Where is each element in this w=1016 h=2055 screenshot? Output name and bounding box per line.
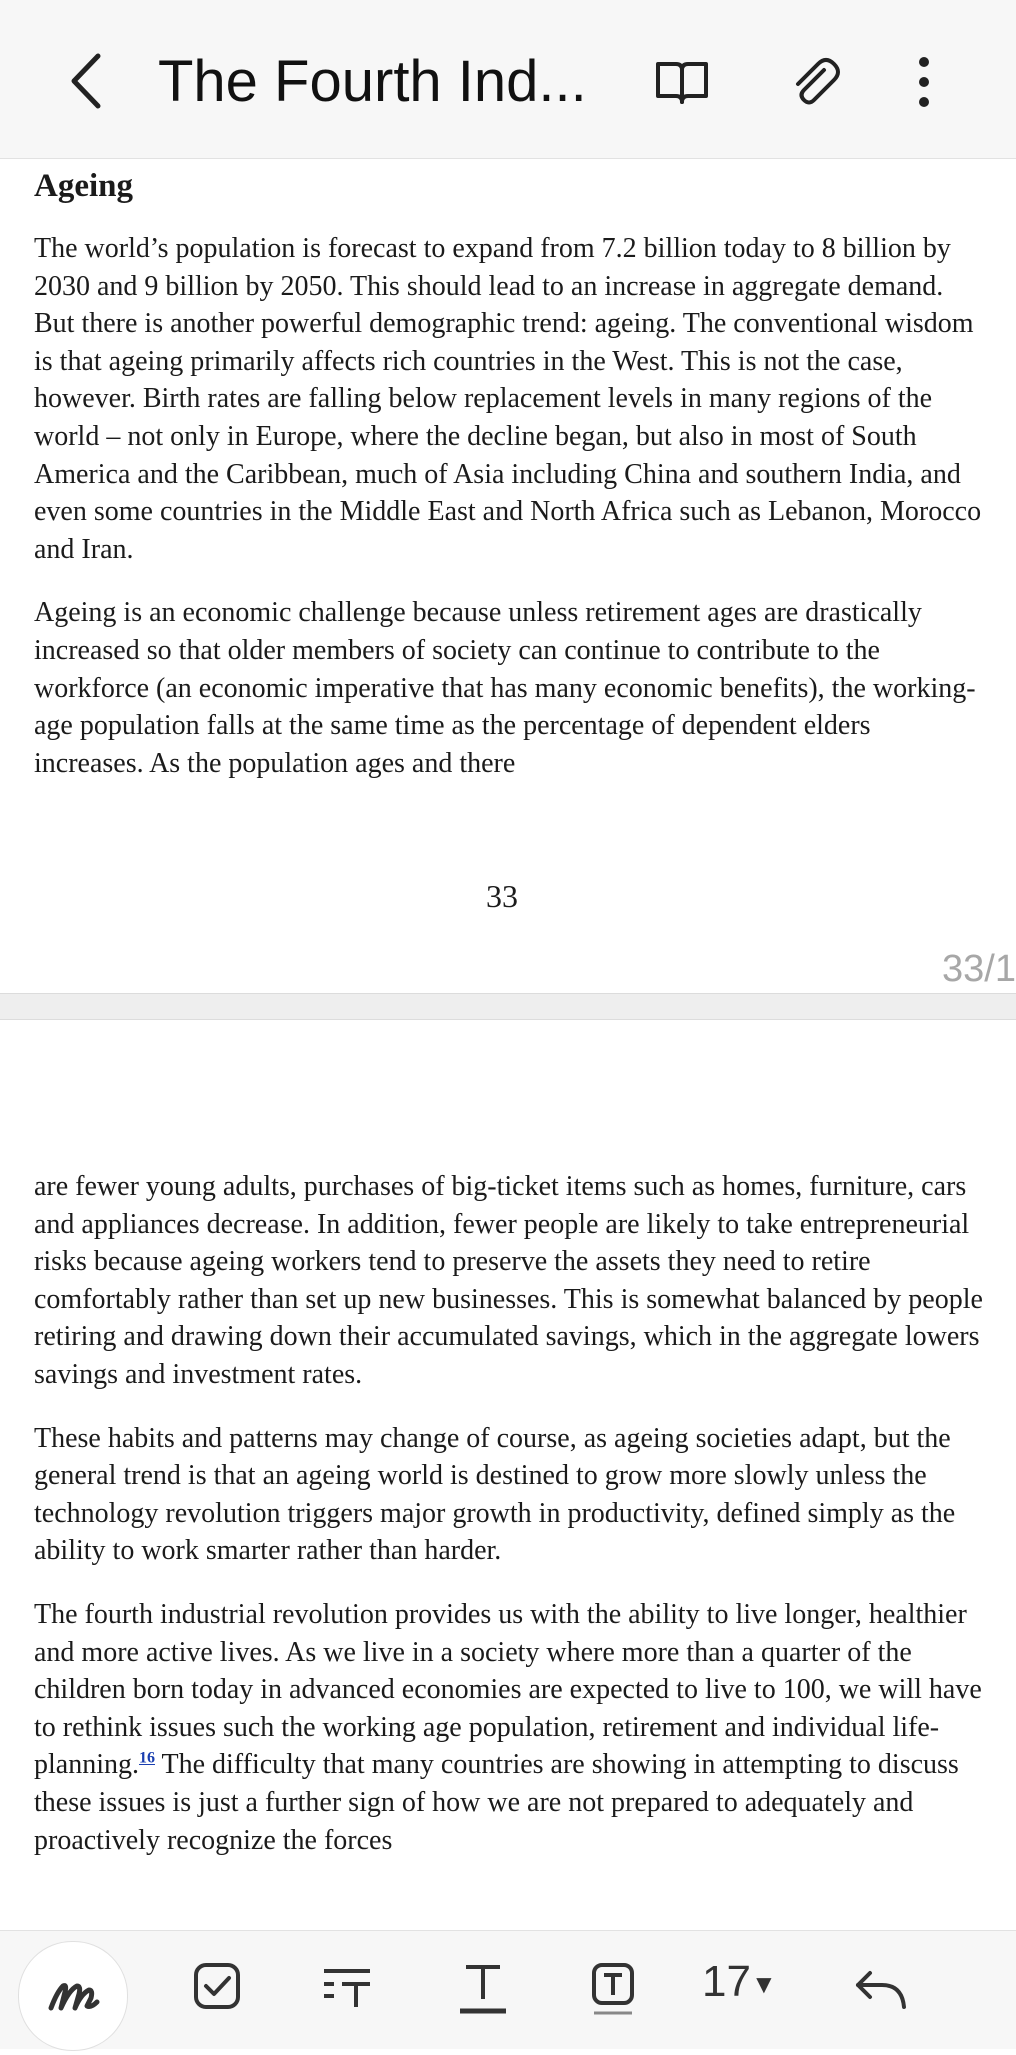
paragraph: These habits and patterns may change of course, as ageing societies adapt, but the general trend is that an ageing world is destined to grow more slowly unless the technology revolution triggers major growth in productivity, defined simply as the ability to work smarter rather than harder. xyxy=(34,1422,956,1567)
text-align-icon[interactable] xyxy=(312,1951,382,2021)
page-divider xyxy=(0,993,1016,1020)
document-title: The Fourth Ind... xyxy=(158,49,587,114)
paragraph: The world’s population is forecast to expand from 7.2 billion today to 8 billion by 2030 and 9 billion by 2050. This should lead to an increase in aggregate demand. But there is another powerful demographic trend: ageing. The conventional wisdom is that ageing primarily affects rich countries in the West. This is not the case, however. Birth rates are falling below replacement levels in many regions of the world – not only in Europe, where the decline began, but also in most of South America and the Caribbean, much of Asia including China and southern India, and even some countries in the Middle East and North Africa such as Lebanon, Morocco and Iran. xyxy=(34,233,982,565)
page-number: 33 xyxy=(486,878,518,914)
page-body xyxy=(34,230,984,808)
paragraph: are fewer young adults, purchases of big-ticket items such as homes, furniture, cars and appliances decrease. In addition, fewer people are likely to take entrepreneurial risks because ageing workers tend to preserve the assets they need to retire comfortably rather than set up new businesses. This is somewhat balanced by people retiring and drawing down their accumulated savings, which in the aggregate lowers savings and investment rates. xyxy=(34,1171,983,1390)
page-indicator: 33/1 xyxy=(942,948,1016,990)
top-app-bar xyxy=(0,0,1016,159)
attachment-icon[interactable] xyxy=(784,52,844,112)
book-view-icon[interactable] xyxy=(652,52,712,112)
more-options-icon[interactable] xyxy=(894,52,954,112)
dropdown-arrow-icon: ▼ xyxy=(750,1968,777,1999)
footnote-link[interactable]: 16 xyxy=(139,1749,155,1767)
text-box-icon[interactable] xyxy=(578,1951,648,2021)
paragraph-text: The fourth industrial revolution provides us with the ability to live longer, healthier and more active lives. As we live in a society where more than a quarter of the children born today in advanced economies are expected to live to 100, we will have to rethink issues such the working age population, retirement and individual life-planning. xyxy=(34,1598,982,1781)
text-format-icon[interactable] xyxy=(448,1951,518,2021)
paragraph-text: The difficulty that many countries are showing in attempting to discuss these issues is just a further sign of how we are not prepared to adequately and proactively recognize the forces xyxy=(34,1749,959,1856)
section-heading: Ageing xyxy=(34,168,133,204)
undo-icon[interactable] xyxy=(846,1951,916,2021)
bottom-toolbar xyxy=(0,1930,1016,2049)
page-body xyxy=(34,1168,984,1885)
back-icon[interactable] xyxy=(62,50,112,112)
document-page-34 xyxy=(0,1018,1016,1930)
font-size-value: 17 xyxy=(702,1957,751,2006)
paragraph xyxy=(34,1596,984,1859)
pen-button[interactable] xyxy=(18,1941,128,2051)
paragraph: Ageing is an economic challenge because unless retirement ages are drastically increased so that older members of society can continue to contribute to the workforce (an economic imperative that has many economic benefits), the working-age population falls at the same time as the percentage of dependent elders increases. As the population ages and there xyxy=(34,597,976,779)
checkbox-icon[interactable] xyxy=(182,1951,252,2021)
document-page-33 xyxy=(0,158,1016,993)
font-size-selector[interactable] xyxy=(702,1957,777,2007)
pen-icon xyxy=(19,1942,127,2050)
